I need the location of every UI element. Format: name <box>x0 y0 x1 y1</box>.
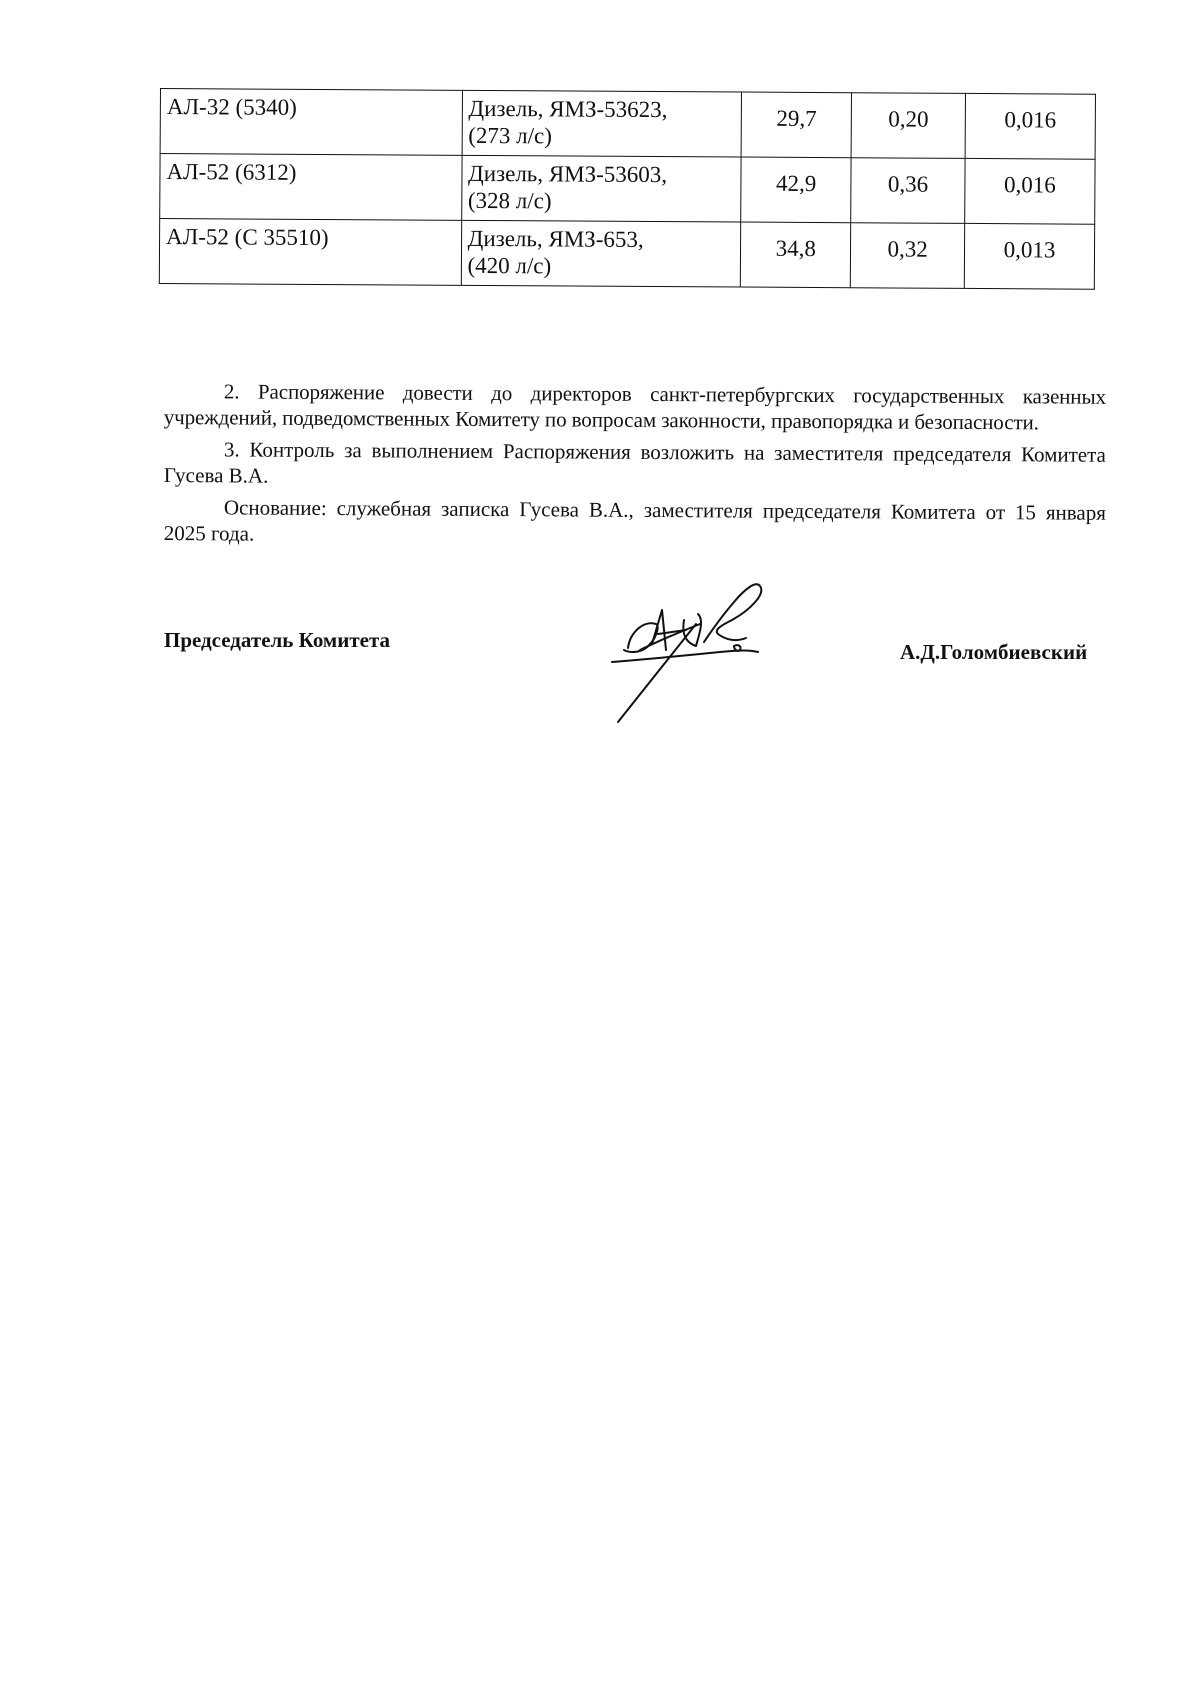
value-cell-3: 0,016 <box>965 158 1095 224</box>
handwritten-signature-icon <box>600 580 790 730</box>
value-cell-1: 29,7 <box>741 92 851 158</box>
table-row <box>160 154 1095 225</box>
signer-name: А.Д.Голомбиевский <box>900 640 1088 664</box>
paragraph-2 <box>164 378 1106 436</box>
value-cell-3: 0,013 <box>964 223 1094 289</box>
engine-power: (328 л/с) <box>467 187 552 214</box>
paragraph-basis <box>164 494 1106 552</box>
engine-cell <box>462 90 742 157</box>
vehicle-name-cell: АЛ-52 (С 35510) <box>159 219 461 286</box>
vehicle-name-cell: АЛ-32 (5340) <box>160 89 462 156</box>
paragraph-3 <box>164 436 1106 494</box>
engine-power: (273 л/с) <box>468 122 553 149</box>
value-cell-1: 34,8 <box>741 222 851 288</box>
engine-power: (420 л/с) <box>467 252 552 279</box>
engine-model: Дизель, ЯМЗ-53623, <box>468 95 668 123</box>
value-cell-1: 42,9 <box>741 157 851 223</box>
table-body <box>159 89 1095 290</box>
value-cell-2: 0,32 <box>850 223 964 289</box>
table-row <box>159 219 1094 290</box>
engine-cell <box>461 155 741 222</box>
paragraph-2-text: 2. Распоряжение довести до директоров санкт-петербургских государственных казенных учреждений, подведомственных Комитету по вопросам законности, правопорядка и безопасности. <box>163 379 1106 435</box>
paragraph-basis-text: Основание: служебная записка Гусева В.А., заместителя председателя Комитета от 15 января 2025 года. <box>163 495 1106 546</box>
value-cell-2: 0,36 <box>851 158 965 224</box>
value-cell-3: 0,016 <box>965 93 1095 159</box>
paragraph-3-text: 3. Контроль за выполнением Распоряжения возложить на заместителя председателя Комитета Гусева В.А. <box>163 437 1106 488</box>
engine-cell <box>461 220 741 287</box>
value-cell-2: 0,20 <box>851 93 965 159</box>
vehicle-spec-table <box>159 88 1096 290</box>
table-row <box>160 89 1095 160</box>
engine-model: Дизель, ЯМЗ-653, <box>467 225 644 252</box>
vehicle-name-cell: АЛ-52 (6312) <box>160 154 462 221</box>
signer-title: Председатель Комитета <box>164 628 391 652</box>
engine-model: Дизель, ЯМЗ-53603, <box>468 160 668 188</box>
